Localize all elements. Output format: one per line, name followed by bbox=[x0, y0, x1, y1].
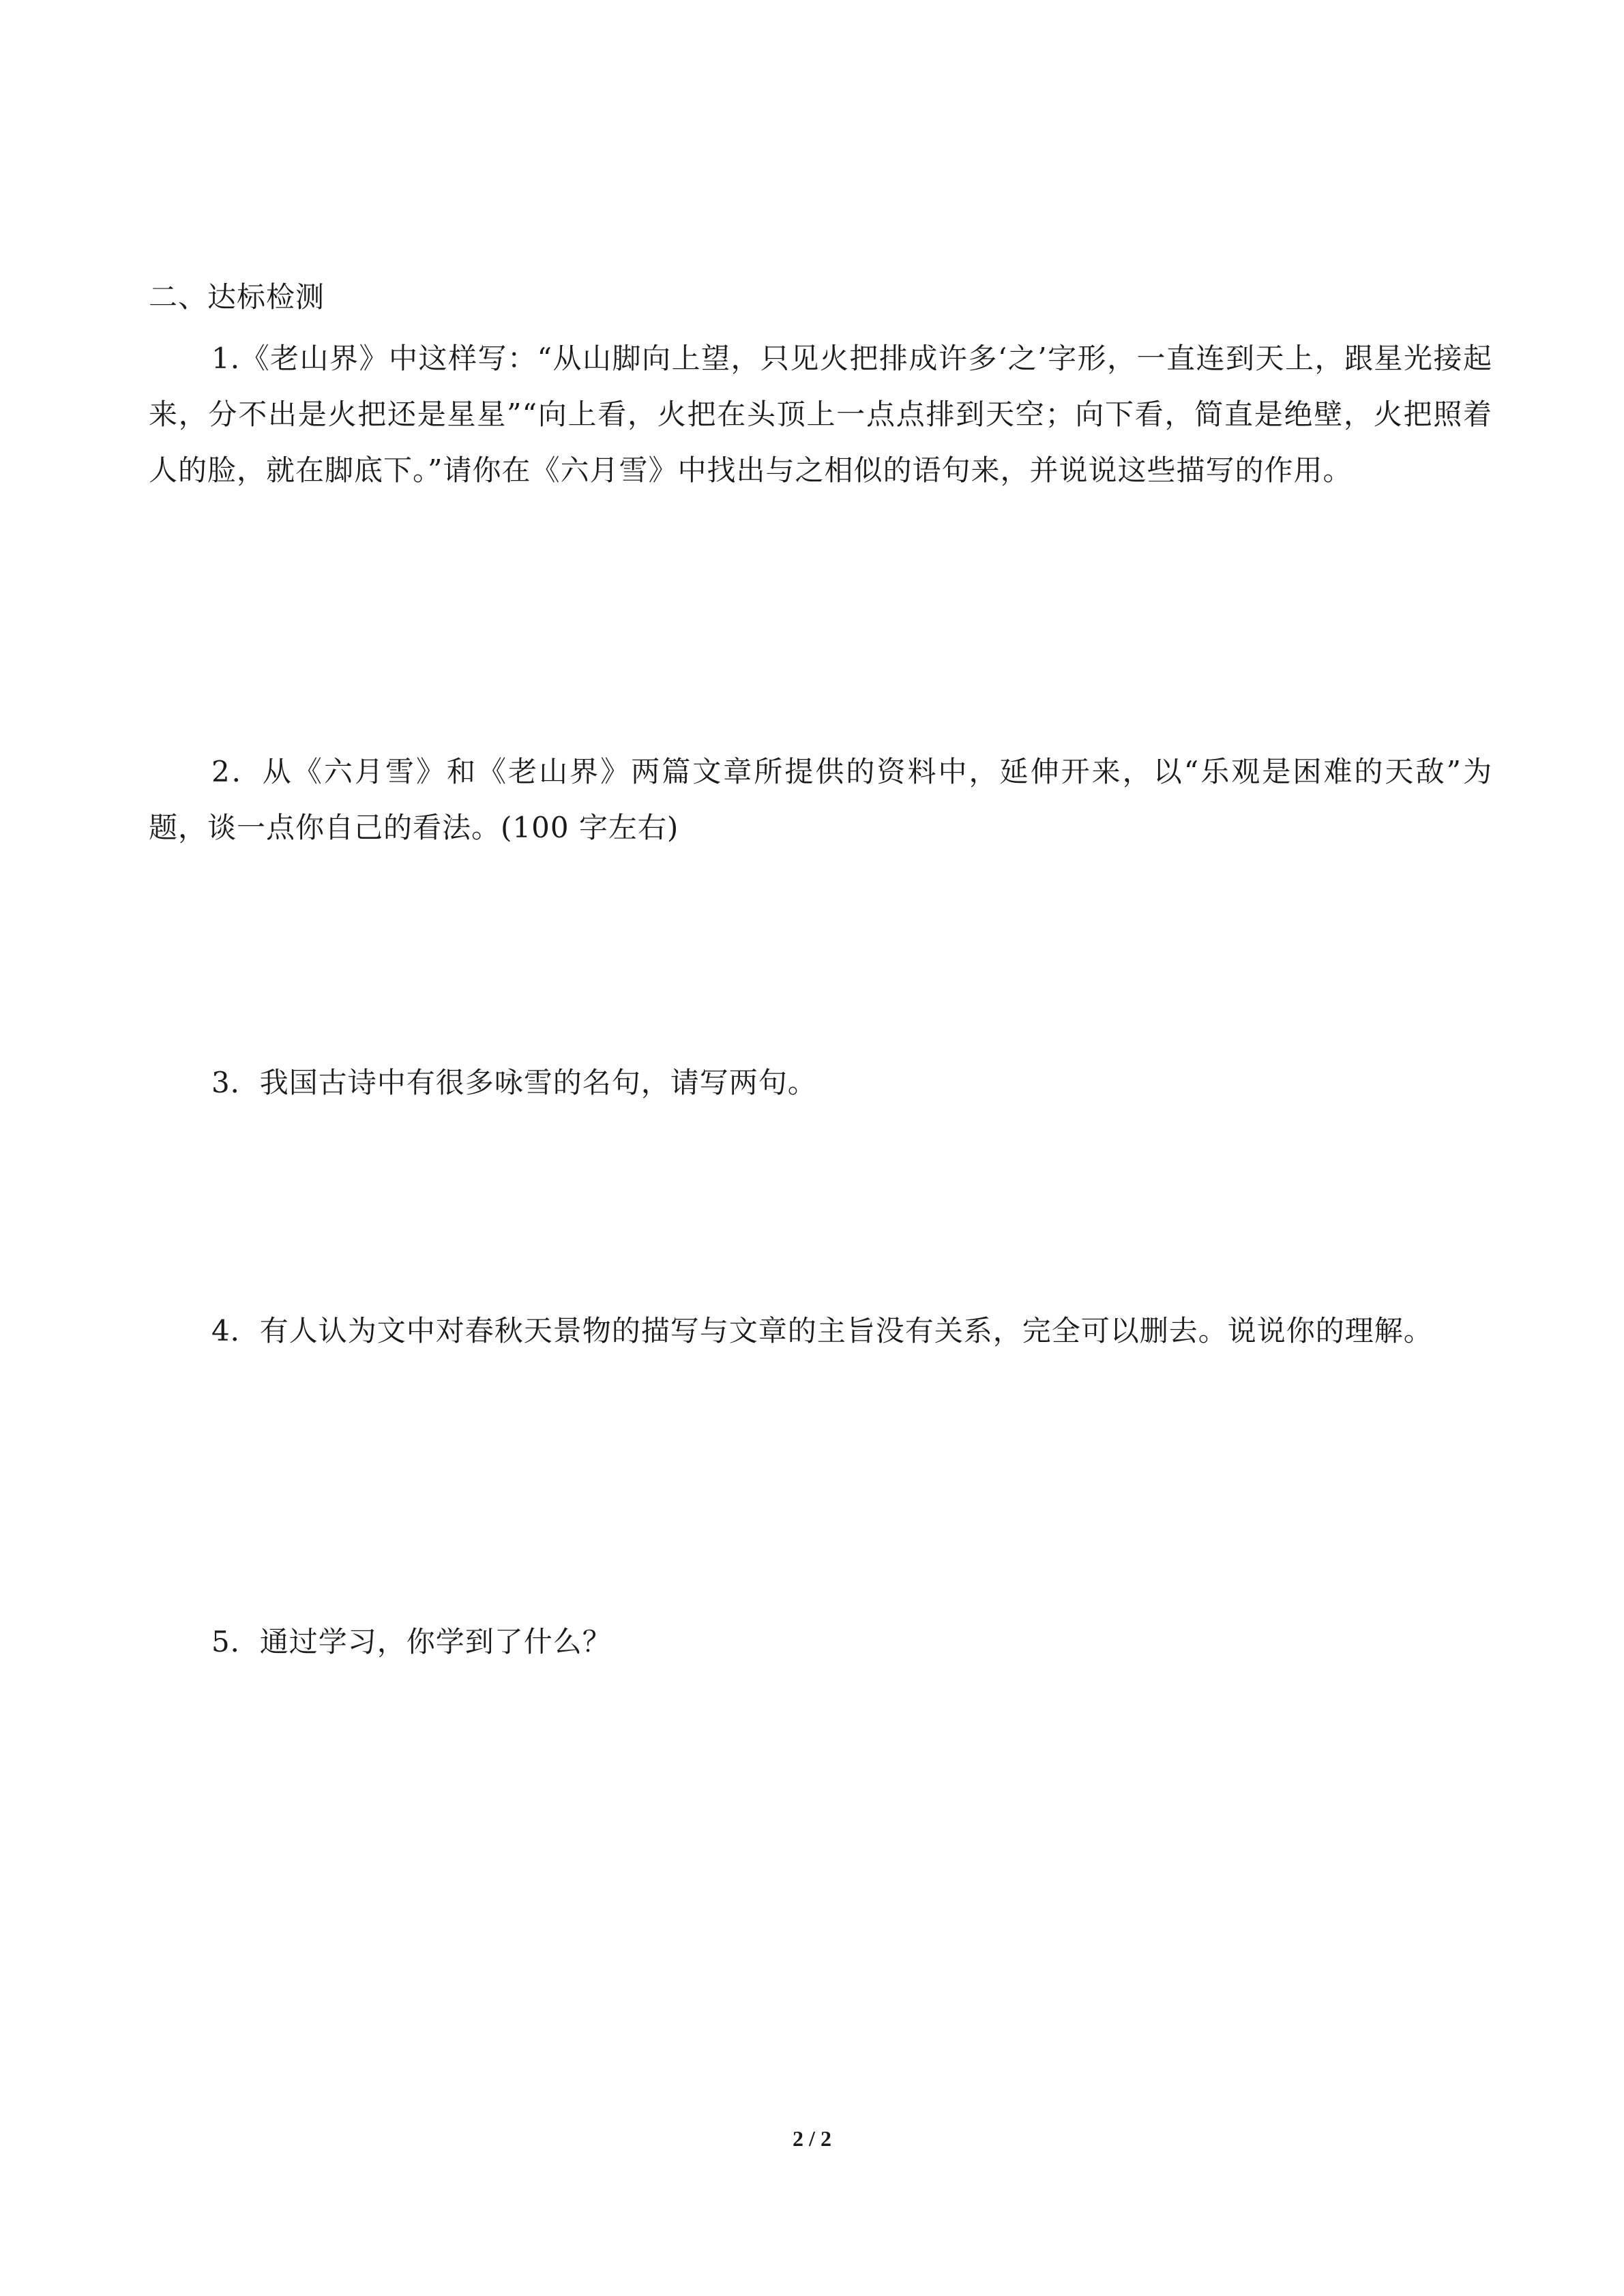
question-5 bbox=[149, 1614, 1492, 1670]
question-5-text: 5．通过学习，你学到了什么？ bbox=[211, 1625, 612, 1658]
question-4 bbox=[149, 1303, 1492, 1359]
question-1 bbox=[149, 331, 1492, 498]
section-heading-text: 二、达标检测 bbox=[149, 280, 325, 314]
question-1-text: 1.《老山界》中这样写：“从山脚向上望，只见火把排成许多‘之’字形，一直连到天上，跟星光接起来，分不出是火把还是星星”“向上看，火把在头顶上一点点排到天空；向下看，简直是绝壁，火把照着人的脸，就在脚底下。”请你在《六月雪》中找出与之相似的语句来，并说说这些描写的作用。 bbox=[149, 342, 1492, 487]
page-number: 2 / 2 bbox=[793, 2126, 831, 2151]
question-4-text: 4．有人认为文中对春秋天景物的描写与文章的主旨没有关系，完全可以删去。说说你的理解。 bbox=[211, 1314, 1433, 1347]
question-2-text: 2．从《六月雪》和《老山界》两篇文章所提供的资料中，延伸开来，以“乐观是困难的天敌”为题，谈一点你自己的看法。(100 字左右) bbox=[149, 755, 1492, 844]
question-3 bbox=[149, 1055, 1492, 1111]
question-3-text: 3．我国古诗中有很多咏雪的名句，请写两句。 bbox=[211, 1066, 817, 1099]
section-heading bbox=[149, 269, 1492, 325]
question-2 bbox=[149, 744, 1492, 856]
